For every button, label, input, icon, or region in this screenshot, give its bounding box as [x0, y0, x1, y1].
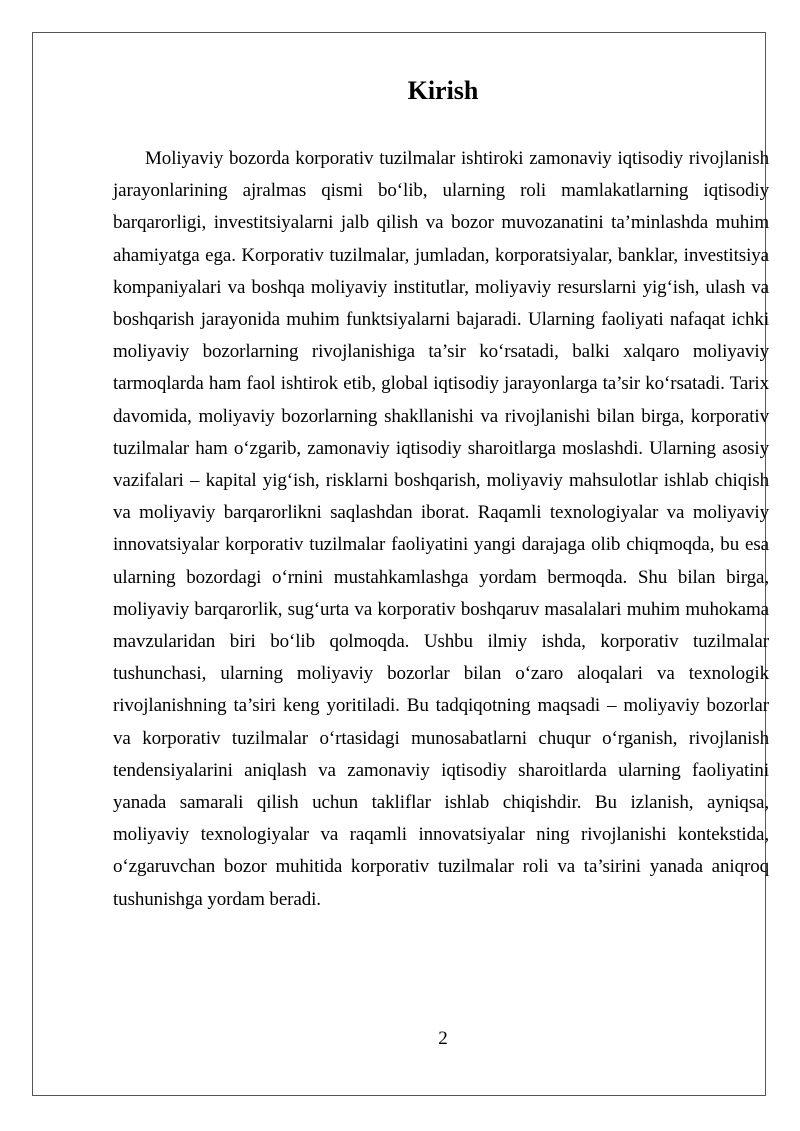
page-title: Kirish [407, 76, 479, 105]
body-paragraph: Moliyaviy bozorda korporativ tuzilmalar ishtiroki zamonaviy iqtisodiy rivojlanish jarayonlarining ajralmas qismi bo‘lib, ularning roli mamlakatlarning iqtisodiy barqarorligi, investitsiyalarni jalb qilish va bozor muvozanatini ta’minlashda muhim ahamiyatga ega. Korporativ tuzilmalar, jumladan, korporatsiyalar, banklar, investitsiya kompaniyalari va boshqa moliyaviy institutlar, moliyaviy resurslarni yig‘ish, ulash va boshqarish jarayonida muhim funktsiyalarni bajaradi. Ularning faoliyati nafaqat ichki moliyaviy bozorlarning rivojlanishiga ta’sir ko‘rsatadi, balki xalqaro moliyaviy tarmoqlarda ham faol ishtirok etib, global iqtisodiy jarayonlarga ta’sir ko‘rsatadi. Tarix davomida, moliyaviy bozorlarning shakllanishi va rivojlanishi bilan birga, korporativ tuzilmalar ham o‘zgarib, zamonaviy iqtisodiy sharoitlarga moslashdi. Ularning asosiy vazifalari – kapital yig‘ish, risklarni boshqarish, moliyaviy mahsulotlar ishlab chiqish va moliyaviy barqarorlikni saqlashdan iborat. Raqamli texnologiyalar va moliyaviy innovatsiyalar korporativ tuzilmalar faoliyatini yangi darajaga olib chiqmoqda, bu esa ularning bozordagi o‘rnini mustahkamlashga yordam bermoqda. Shu bilan birga, moliyaviy barqarorlik, sug‘urta va korporativ boshqaruv masalalari muhim muhokama mavzularidan biri bo‘lib qolmoqda. Ushbu ilmiy ishda, korporativ tuzilmalar tushunchasi, ularning moliyaviy bozorlar bilan o‘zaro aloqalari va texnologik rivojlanishning ta’siri keng yoritiladi. Bu tadqiqotning maqsadi – moliyaviy bozorlar va korporativ tuzilmalar o‘rtasidagi munosabatlarni chuqur o‘rganish, rivojlanish tendensiyalarini aniqlash va zamonaviy iqtisodiy sharoitlarda ularning faoliyatini yanada samarali qilish uchun takliflar ishlab chiqishdir. Bu izlanish, ayniqsa, moliyaviy texnologiyalar va raqamli innovatsiyalar ning rivojlanishi kontekstida, o‘zgaruvchan bozor muhitida korporativ tuzilmalar roli va ta’sirini yanada aniqroq tushunishga yordam beradi. [113, 148, 769, 910]
page-number: 2 [438, 1028, 448, 1049]
